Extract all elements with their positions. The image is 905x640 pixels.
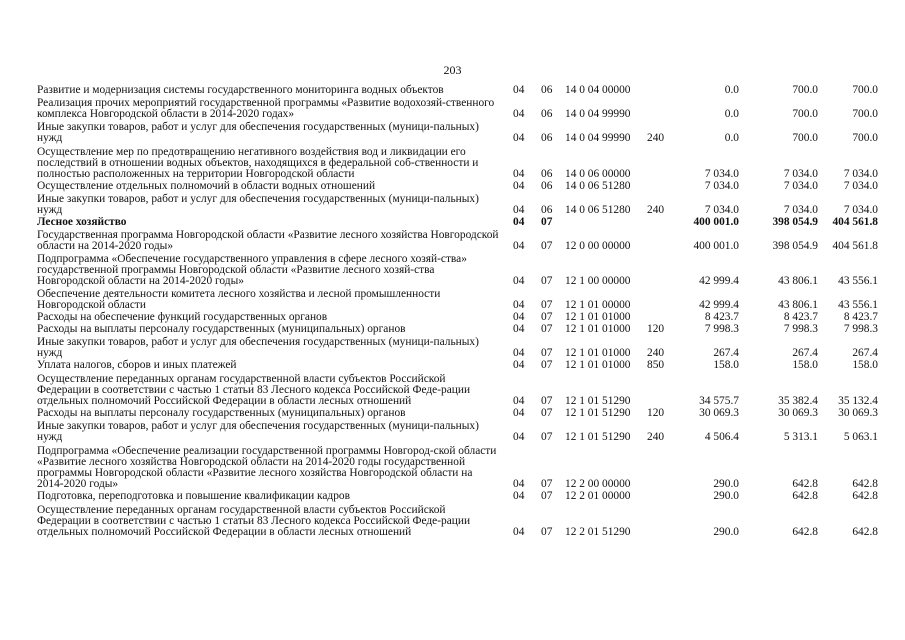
section-code: 04 bbox=[513, 180, 525, 192]
table-row bbox=[0, 443, 905, 490]
target-article-code: 14 0 06 51280 bbox=[565, 180, 631, 192]
subsection-code: 06 bbox=[541, 168, 553, 180]
amount-year-1: 0.0 bbox=[724, 108, 739, 120]
table-row bbox=[0, 287, 905, 311]
section-code: 04 bbox=[513, 132, 525, 144]
subsection-code: 07 bbox=[541, 490, 553, 502]
target-article-code: 12 2 01 51290 bbox=[565, 526, 631, 538]
subsection-code: 06 bbox=[541, 180, 553, 192]
amount-year-2: 7 034.0 bbox=[783, 180, 818, 192]
amount-year-3: 642.8 bbox=[852, 526, 878, 538]
table-row bbox=[0, 120, 905, 144]
subsection-code: 06 bbox=[541, 204, 553, 216]
section-code: 04 bbox=[513, 347, 525, 359]
amount-year-3: 642.8 bbox=[852, 490, 878, 502]
amount-year-2: 35 382.4 bbox=[778, 395, 818, 407]
amount-year-1: 7 034.0 bbox=[704, 168, 739, 180]
amount-year-3: 7 034.0 bbox=[843, 204, 878, 216]
row-name: Расходы на выплаты персоналу государственных (муниципальных) органов bbox=[37, 323, 406, 335]
subsection-code: 07 bbox=[541, 526, 553, 538]
subsection-code: 07 bbox=[541, 323, 553, 335]
subsection-code: 07 bbox=[541, 347, 553, 359]
amount-year-2: 398 054.9 bbox=[772, 240, 818, 252]
subsection-code: 06 bbox=[541, 84, 553, 96]
section-code: 04 bbox=[513, 490, 525, 502]
amount-year-1: 400 001.0 bbox=[693, 216, 739, 228]
amount-year-2: 642.8 bbox=[792, 490, 818, 502]
amount-year-1: 42 999.4 bbox=[699, 275, 739, 287]
row-name: Обеспечение деятельности комитета лесного хозяйства и лесной промышленности Новгородской области bbox=[37, 288, 441, 311]
page-number: 203 bbox=[443, 63, 462, 77]
amount-year-1: 0.0 bbox=[724, 132, 739, 144]
expense-type-code: 850 bbox=[647, 359, 665, 371]
amount-year-3: 158.0 bbox=[852, 359, 878, 371]
row-name: Подпрограмма «Обеспечение государственного управления в сфере лесного хозяй-ства» государственной программы Новгородской области «Развитие лесного хозяй-ства Новгородской области на 2014-2020 годы» bbox=[37, 253, 467, 287]
table-row bbox=[0, 228, 905, 252]
section-code: 04 bbox=[513, 299, 525, 311]
target-article-code: 12 1 01 51290 bbox=[565, 395, 631, 407]
amount-year-3: 43 556.1 bbox=[838, 299, 878, 311]
amount-year-2: 267.4 bbox=[792, 347, 818, 359]
section-code: 04 bbox=[513, 216, 525, 228]
section-code: 04 bbox=[513, 275, 525, 287]
amount-year-2: 8 423.7 bbox=[783, 311, 818, 323]
table-row bbox=[0, 407, 905, 419]
table-row bbox=[0, 252, 905, 287]
row-name: Осуществление отдельных полномочий в области водных отношений bbox=[37, 180, 376, 192]
amount-year-1: 7 034.0 bbox=[704, 180, 739, 192]
row-name: Иные закупки товаров, работ и услуг для обеспечения государственных (муници-пальных) нужд bbox=[37, 420, 479, 443]
table-row bbox=[0, 419, 905, 443]
section-code: 04 bbox=[513, 407, 525, 419]
target-article-code: 12 1 01 00000 bbox=[565, 299, 631, 311]
expense-type-code: 120 bbox=[647, 407, 665, 419]
row-name: Подпрограмма «Обеспечение реализации государственной программы Новгород-ской области «Развитие лесного хозяйства Новгородской области на 2014-2020 годы государственной программы Новгородской области «Развитие лесного хозяйства Новгородской области на 2014-2020 годы» bbox=[37, 445, 497, 490]
subsection-code: 07 bbox=[541, 407, 553, 419]
budget-table bbox=[0, 84, 905, 538]
amount-year-1: 8 423.7 bbox=[704, 311, 739, 323]
subsection-code: 07 bbox=[541, 359, 553, 371]
row-name: Лесное хозяйство bbox=[37, 216, 127, 228]
row-name: Осуществление переданных органам государственной власти субъектов Российской Федерации в соответствии с частью 1 статьи 83 Лесного кодекса Российской Феде-рации отдельных полномочий Российской Федерации в области лесных отношений bbox=[37, 504, 471, 538]
row-name: Уплата налогов, сборов и иных платежей bbox=[37, 359, 237, 371]
amount-year-1: 42 999.4 bbox=[699, 299, 739, 311]
subsection-code: 06 bbox=[541, 132, 553, 144]
amount-year-1: 158.0 bbox=[713, 359, 739, 371]
amount-year-3: 404 561.8 bbox=[832, 240, 878, 252]
target-article-code: 12 1 01 01000 bbox=[565, 347, 631, 359]
section-code: 04 bbox=[513, 431, 525, 443]
amount-year-3: 7 998.3 bbox=[843, 323, 878, 335]
table-row bbox=[0, 359, 905, 371]
amount-year-3: 700.0 bbox=[852, 132, 878, 144]
expense-type-code: 240 bbox=[647, 431, 665, 443]
amount-year-3: 267.4 bbox=[852, 347, 878, 359]
table-row bbox=[0, 502, 905, 538]
target-article-code: 14 0 04 00000 bbox=[565, 84, 631, 96]
section-code: 04 bbox=[513, 168, 525, 180]
row-name: Расходы на обеспечение функций государственных органов bbox=[37, 311, 328, 323]
row-name: Развитие и модернизация системы государственного мониторинга водных объектов bbox=[37, 84, 444, 96]
row-name: Государственная программа Новгородской области «Развитие лесного хозяйства Новгородской области на 2014-2020 годы» bbox=[37, 229, 499, 252]
subsection-code: 07 bbox=[541, 275, 553, 287]
amount-year-1: 290.0 bbox=[713, 526, 739, 538]
amount-year-1: 34 575.7 bbox=[699, 395, 739, 407]
amount-year-2: 7 998.3 bbox=[783, 323, 818, 335]
table-row bbox=[0, 335, 905, 359]
target-article-code: 12 1 01 01000 bbox=[565, 359, 631, 371]
amount-year-1: 290.0 bbox=[713, 478, 739, 490]
target-article-code: 12 1 01 01000 bbox=[565, 311, 631, 323]
section-code: 04 bbox=[513, 323, 525, 335]
subsection-code: 07 bbox=[541, 431, 553, 443]
section-code: 04 bbox=[513, 478, 525, 490]
table-row bbox=[0, 192, 905, 216]
target-article-code: 12 0 00 00000 bbox=[565, 240, 631, 252]
amount-year-2: 398 054.9 bbox=[772, 216, 818, 228]
target-article-code: 14 0 06 00000 bbox=[565, 168, 631, 180]
amount-year-2: 30 069.3 bbox=[778, 407, 818, 419]
table-row bbox=[0, 144, 905, 180]
amount-year-1: 267.4 bbox=[713, 347, 739, 359]
amount-year-3: 404 561.8 bbox=[832, 216, 878, 228]
amount-year-2: 7 034.0 bbox=[783, 204, 818, 216]
table-row bbox=[0, 323, 905, 335]
amount-year-3: 642.8 bbox=[852, 478, 878, 490]
row-name: Осуществление переданных органам государственной власти субъектов Российской Федерации в соответствии с частью 1 статьи 83 Лесного кодекса Российской Феде-рации отдельных полномочий Российской Федерации в области лесных отношений bbox=[37, 373, 471, 407]
section-code: 04 bbox=[513, 84, 525, 96]
amount-year-1: 7 998.3 bbox=[704, 323, 739, 335]
table-row bbox=[0, 311, 905, 323]
amount-year-2: 642.8 bbox=[792, 478, 818, 490]
target-article-code: 12 2 00 00000 bbox=[565, 478, 631, 490]
amount-year-1: 7 034.0 bbox=[704, 204, 739, 216]
amount-year-3: 35 132.4 bbox=[838, 395, 878, 407]
section-code: 04 bbox=[513, 526, 525, 538]
expense-type-code: 120 bbox=[647, 323, 665, 335]
amount-year-3: 5 063.1 bbox=[843, 431, 878, 443]
target-article-code: 12 1 01 01000 bbox=[565, 323, 631, 335]
subsection-code: 06 bbox=[541, 108, 553, 120]
amount-year-1: 4 506.4 bbox=[704, 431, 739, 443]
expense-type-code: 240 bbox=[647, 204, 665, 216]
target-article-code: 14 0 04 99990 bbox=[565, 132, 631, 144]
subsection-code: 07 bbox=[541, 299, 553, 311]
row-name: Осуществление мер по предотвращению негативного воздействия вод и ликвидации его последствий в отношении водных объектов, находящихся в федеральной соб-ственности и полностью расположенных на территории Новгородской области bbox=[37, 146, 479, 180]
amount-year-1: 0.0 bbox=[724, 84, 739, 96]
subsection-code: 07 bbox=[541, 240, 553, 252]
target-article-code: 12 1 01 51290 bbox=[565, 407, 631, 419]
subsection-code: 07 bbox=[541, 311, 553, 323]
table-row bbox=[0, 180, 905, 192]
amount-year-2: 700.0 bbox=[792, 108, 818, 120]
table-row bbox=[0, 84, 905, 96]
table-row bbox=[0, 490, 905, 502]
amount-year-1: 290.0 bbox=[713, 490, 739, 502]
table-row bbox=[0, 96, 905, 120]
row-name: Иные закупки товаров, работ и услуг для обеспечения государственных (муници-пальных) нужд bbox=[37, 193, 479, 216]
row-name: Подготовка, переподготовка и повышение квалификации кадров bbox=[37, 490, 350, 502]
row-name: Иные закупки товаров, работ и услуг для обеспечения государственных (муници-пальных) нужд bbox=[37, 121, 479, 144]
target-article-code: 12 1 01 51290 bbox=[565, 431, 631, 443]
amount-year-3: 700.0 bbox=[852, 84, 878, 96]
amount-year-1: 400 001.0 bbox=[693, 240, 739, 252]
amount-year-3: 8 423.7 bbox=[843, 311, 878, 323]
target-article-code: 14 0 04 99990 bbox=[565, 108, 631, 120]
section-code: 04 bbox=[513, 240, 525, 252]
section-code: 04 bbox=[513, 395, 525, 407]
amount-year-2: 642.8 bbox=[792, 526, 818, 538]
target-article-code: 12 2 01 00000 bbox=[565, 490, 631, 502]
target-article-code: 12 1 00 00000 bbox=[565, 275, 631, 287]
target-article-code: 14 0 06 51280 bbox=[565, 204, 631, 216]
amount-year-3: 700.0 bbox=[852, 108, 878, 120]
section-code: 04 bbox=[513, 311, 525, 323]
subsection-code: 07 bbox=[541, 478, 553, 490]
amount-year-2: 158.0 bbox=[792, 359, 818, 371]
amount-year-3: 7 034.0 bbox=[843, 168, 878, 180]
expense-type-code: 240 bbox=[647, 347, 665, 359]
amount-year-2: 7 034.0 bbox=[783, 168, 818, 180]
amount-year-3: 43 556.1 bbox=[838, 275, 878, 287]
amount-year-2: 43 806.1 bbox=[778, 275, 818, 287]
amount-year-2: 43 806.1 bbox=[778, 299, 818, 311]
subsection-code: 07 bbox=[541, 395, 553, 407]
row-name: Расходы на выплаты персоналу государственных (муниципальных) органов bbox=[37, 407, 406, 419]
amount-year-1: 30 069.3 bbox=[699, 407, 739, 419]
subsection-code: 07 bbox=[541, 216, 553, 228]
table-row bbox=[0, 371, 905, 407]
row-name: Реализация прочих мероприятий государственной программы «Развитие водохозяй-ственного комплекса Новгородской области в 2014-2020 годах» bbox=[37, 97, 495, 120]
section-code: 04 bbox=[513, 108, 525, 120]
row-name: Иные закупки товаров, работ и услуг для обеспечения государственных (муници-пальных) нужд bbox=[37, 336, 479, 359]
amount-year-2: 5 313.1 bbox=[783, 431, 818, 443]
expense-type-code: 240 bbox=[647, 132, 665, 144]
section-code: 04 bbox=[513, 359, 525, 371]
amount-year-2: 700.0 bbox=[792, 84, 818, 96]
amount-year-2: 700.0 bbox=[792, 132, 818, 144]
table-row bbox=[0, 216, 905, 228]
amount-year-3: 7 034.0 bbox=[843, 180, 878, 192]
section-code: 04 bbox=[513, 204, 525, 216]
amount-year-3: 30 069.3 bbox=[838, 407, 878, 419]
